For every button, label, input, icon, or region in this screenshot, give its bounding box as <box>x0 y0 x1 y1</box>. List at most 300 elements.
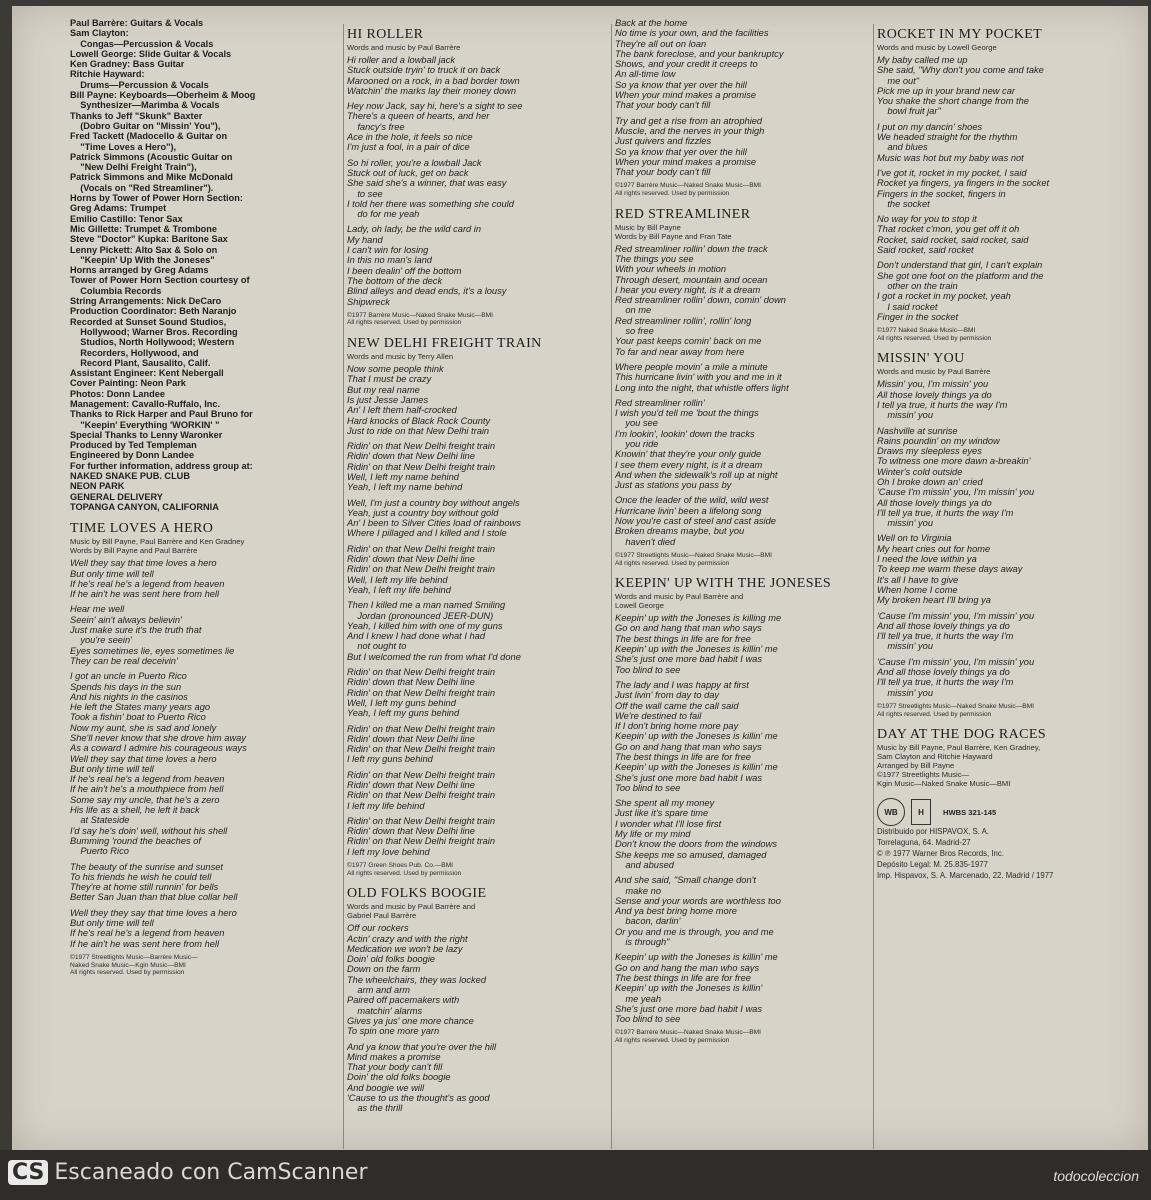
credit-line: Lowell George <box>615 601 664 611</box>
credit-line: Lenny Pickett: Alto Sax & Solo on <box>70 244 218 255</box>
stanza <box>347 498 609 539</box>
lyric-line: Go on and hang the man who says <box>615 962 760 973</box>
copyright-notice <box>347 862 609 877</box>
camscanner-logo-icon: CS <box>8 1160 48 1185</box>
lyric-line: and abused <box>615 859 674 870</box>
credit-line: Words and music by Paul Barrère and <box>347 902 476 912</box>
lyric-line: I said rocket <box>877 301 938 312</box>
lyric-line: Missin' you, I'm missin' you <box>877 379 989 390</box>
lyric-line: An' I left them half-crocked <box>347 405 457 416</box>
credit-line: NAKED SNAKE PUB. CLUB <box>70 471 190 482</box>
lyric-line: And when the sidewalk's roll up at night <box>615 469 778 480</box>
copyright-notice <box>877 703 1137 718</box>
credit-line: Words by Bill Payne and Fran Tate <box>615 231 732 241</box>
lyric-line: If he's real he's a legend from heaven <box>70 774 225 785</box>
lyric-line: Took a fishin' boat to Puerto Rico <box>70 712 206 723</box>
credit-line: Lowell George: Slide Guitar & Vocals <box>70 48 232 59</box>
song-credits <box>615 592 877 610</box>
copyright-line: ©1977 Barrère Music—Naked Snake Music—BMI <box>615 182 761 190</box>
lyric-line: Yeah, I left my guns behind <box>347 708 460 719</box>
lyrics <box>615 244 877 552</box>
lyric-line: Rocket, said rocket, said rocket, said <box>877 234 1029 245</box>
lyric-line: She spent all my money <box>615 798 715 809</box>
lyric-line: I'm just a fool, in a pair of dice <box>347 142 470 153</box>
lyric-line: Ridin' on that New Delhi freight train <box>347 744 496 755</box>
stanza <box>615 116 877 178</box>
lyric-line: To spin one more yarn <box>347 1026 440 1037</box>
credit-line: "New Delhi Freight Train"), <box>70 162 197 173</box>
credit-line: For further information, address group at: <box>70 460 253 471</box>
credit-line: Music by Bill Payne <box>615 222 681 232</box>
lyric-line: When your mind makes a promise <box>615 156 757 167</box>
song-credits <box>70 537 336 555</box>
lyric-line: She's just one more bad habit I was <box>615 1003 762 1014</box>
lyric-line: We're destined to fail <box>615 710 702 721</box>
lyric-line: Broken dreams maybe, but you <box>615 526 745 537</box>
lyric-line: Oh I broke down an' cried <box>877 476 983 487</box>
lyric-line: And all those lovely things ya do <box>877 620 1010 631</box>
credit-line: Patrick Simmons and Mike McDonald <box>70 172 233 183</box>
lyric-line: Long into the night, that whistle offers light <box>615 382 789 393</box>
record-sleeve <box>12 6 1148 1150</box>
song-block <box>70 520 336 976</box>
song-title: MISSIN' YOU <box>877 351 965 367</box>
lyric-line: Keepin' up with the Joneses is killin' me <box>615 731 778 742</box>
lyric-line: That your body can't fill <box>615 167 711 178</box>
lyric-line: And ya know that you're over the hill <box>347 1041 497 1052</box>
credit-line: Produced by Ted Templeman <box>70 440 197 451</box>
lyric-line: I wish you'd tell me 'bout the things <box>615 408 759 419</box>
credit-line: Studios, North Hollywood; Western <box>70 337 235 348</box>
credit-line: "Time Loves a Hero"), <box>70 141 177 152</box>
lyric-line: Shipwreck <box>347 296 390 307</box>
lyric-line: So ya know that yer over the hill <box>615 79 747 90</box>
lyric-line: Pick me up in your brand new car <box>877 85 1015 96</box>
lyric-line: So hi roller, you're a lowball Jack <box>347 157 482 168</box>
credit-line: Words and music by Paul Barrère <box>877 367 991 377</box>
lyric-line: I'm lookin', lookin' down the tracks <box>615 428 755 439</box>
copyright-line: All rights reserved. Used by permission <box>70 969 185 977</box>
lyric-line: Bumming 'round the beaches of <box>70 835 201 846</box>
lyric-line: 'Cause I'm missin' you, I'm missin' you <box>877 610 1035 621</box>
lyric-line: Yeah, just a country boy without gold <box>347 507 499 518</box>
lyric-line: An all-time low <box>615 69 676 80</box>
lyric-line: He left the States many years ago <box>70 702 211 713</box>
lyric-line: Muscle, and the nerves in your thigh <box>615 125 765 136</box>
lyric-line: Yeah, I killed him with one of my guns <box>347 620 503 631</box>
lyric-line: The best things in life are for free <box>615 633 751 644</box>
lyric-line: Knowin' that they're your only guide <box>615 449 762 460</box>
lyric-line: Well, I left my guns behind <box>347 697 456 708</box>
song-block <box>347 885 609 1118</box>
lyric-line: My heart cries out for home <box>877 543 991 554</box>
lyric-line: Hear me well <box>70 604 125 615</box>
credit-line: Recorded at Sunset Sound Studios, <box>70 316 227 327</box>
lyric-line: as the thrill <box>347 1103 403 1114</box>
lyric-line: 'Cause I'm missin' you, I'm missin' you <box>877 656 1035 667</box>
stanza-gap <box>347 1114 609 1119</box>
lyric-line: Where people movin' a mile a minute <box>615 361 768 372</box>
lyric-line: Well they they say that time loves a hero <box>70 907 237 918</box>
lyric-line: She keeps me so amused, damaged <box>615 849 767 860</box>
stanza <box>347 667 609 718</box>
lyric-line: Ridin' on that New Delhi freight train <box>347 790 496 801</box>
lyric-line: at Stateside <box>70 815 130 826</box>
lyric-line: I wonder what I'll lose first <box>615 818 722 829</box>
lyric-line: Ridin' on that New Delhi freight train <box>347 543 496 554</box>
copyright-notice <box>615 1029 877 1044</box>
credit-line: Words and music by Lowell George <box>877 43 997 52</box>
lyric-line: They're all out on loan <box>615 38 707 49</box>
lyric-line: 'Cause I'm missin' you, I'm missin' you <box>877 487 1035 498</box>
stanza <box>70 604 336 666</box>
publisher-info <box>877 826 1137 881</box>
credit-line: Horns by Tower of Power Horn Section: <box>70 193 243 204</box>
lyric-line: Nashville at sunrise <box>877 425 958 436</box>
credit-line: Sam Clayton: <box>70 28 129 39</box>
credit-line: String Arrangements: Nick DeCaro <box>70 296 222 307</box>
lyric-line: Red streamliner rollin' down, comin' down <box>615 295 786 306</box>
stanza <box>347 224 609 306</box>
lyric-line: Stuck out of luck, get on back <box>347 167 469 178</box>
stanza <box>877 55 1137 117</box>
stanza <box>615 952 877 1024</box>
credit-line: Thanks to Rick Harper and Paul Bruno for <box>70 409 253 420</box>
lyric-line: I'll tell ya true, it hurts the way I'm <box>877 677 1014 688</box>
lyric-line: I'll tell ya true, it hurts the way I'm <box>877 631 1014 642</box>
lyric-line: Well they say that time loves a hero <box>70 753 217 764</box>
lyric-line: Just livin' from day to day <box>615 690 720 701</box>
lyric-line: I see them every night, is it a dream <box>615 459 763 470</box>
stanza <box>877 426 1137 529</box>
lyric-line: Music was hot but my baby was not <box>877 152 1024 163</box>
credit-line: Assistant Engineer: Kent Nebergall <box>70 368 224 379</box>
song-block <box>615 206 877 568</box>
copyright-line: ©1977 Streetlights Music—Naked Snake Music—BMI <box>877 702 1034 710</box>
credit-line: "Keepin' Everything 'WORKIN' " <box>70 419 220 430</box>
lyric-line: Well, I left my name behind <box>347 471 459 482</box>
lyric-line: 'Cause to us the thought's as good <box>347 1093 490 1104</box>
stanza <box>615 495 877 546</box>
camscanner-text: Escaneado con CamScanner <box>54 1160 368 1185</box>
credit-line: "Keepin' Up With the Joneses" <box>70 254 215 265</box>
lyric-line: Ridin' down that New Delhi line <box>347 554 475 565</box>
stanza <box>877 214 1137 255</box>
lyric-line: As a coward I admire his courageous ways <box>70 743 247 754</box>
lyric-line: Red streamliner rollin' down the track <box>615 243 768 254</box>
stanza <box>347 816 609 857</box>
credit-line: Words and music by Paul Barrère and <box>615 592 744 602</box>
credit-line: Sam Clayton and Ritchie Hayward <box>877 752 993 762</box>
lyric-line: Puerto Rico <box>70 846 129 857</box>
lyric-line: The beauty of the sunrise and sunset <box>70 861 223 872</box>
credit-line: Emilio Castillo: Tenor Sax <box>70 213 183 224</box>
lyric-line: Doin' old folks boogie <box>347 954 436 965</box>
copyright-line: All rights reserved. Used by permission <box>615 559 730 567</box>
credit-line: Words and music by Paul Barrère <box>347 43 461 52</box>
copyright-line: ©1977 Naked Snake Music—BMI <box>877 327 976 335</box>
song-credits <box>877 367 1137 376</box>
lyric-line: Mind makes a promise <box>347 1051 441 1062</box>
lyric-line: I left my life behind <box>347 800 425 811</box>
lyric-line: The wheelchairs, they was locked <box>347 974 487 985</box>
stanza <box>347 923 609 1036</box>
credit-line: Kgin Music—Naked Snake Music—BMI <box>877 779 1011 789</box>
stanza <box>877 533 1137 605</box>
credit-line: Hollywood; Warner Bros. Recording <box>70 326 238 337</box>
column-3 <box>615 18 877 1143</box>
credit-line: Bill Payne: Keyboards—Oberheim & Moog <box>70 90 256 101</box>
credit-line: TOPANGA CANYON, CALIFORNIA <box>70 501 219 512</box>
song-block <box>877 726 1137 788</box>
credit-line: Record Plant, Sausalito, Calif. <box>70 357 211 368</box>
lyric-line: Stuck outside tryin' to truck it on back <box>347 65 501 76</box>
lyric-line: Sense and your words are worthless too <box>615 895 781 906</box>
lyric-line: Don't understand that girl, I can't explain <box>877 260 1043 271</box>
credit-line: Production Coordinator: Beth Naranjo <box>70 306 237 317</box>
lyric-line: arm and arm <box>347 985 411 996</box>
credit-line: Management: Cavallo-Ruffalo, Inc. <box>70 398 221 409</box>
lyric-line: And his nights in the casinos <box>70 691 188 702</box>
credit-line: Congas—Percussion & Vocals <box>70 38 214 49</box>
credit-line: Columbia Records <box>70 285 162 296</box>
lyric-line: The bottom of the deck <box>347 275 443 286</box>
stanza <box>877 168 1137 209</box>
lyric-line: With your wheels in motion <box>615 264 727 275</box>
lyric-line: Rocket ya fingers, ya fingers in the socket <box>877 178 1050 189</box>
lyric-line: An' I been to Silver Cities load of rainbows <box>347 518 521 529</box>
lyric-line: Draws my sleepless eyes <box>877 446 982 457</box>
lyric-line: Finger in the socket <box>877 311 959 322</box>
lyric-line: Try and get a rise from an atrophied <box>615 115 763 126</box>
lyric-line: Winter's cold outside <box>877 466 963 477</box>
copyright-line: All rights reserved. Used by permission <box>347 319 462 327</box>
copyright-line: All rights reserved. Used by permission <box>877 334 992 342</box>
lyric-line: Well, I'm just a country boy without angels <box>347 497 520 508</box>
lyric-line: His life as a shell, he left it back <box>70 805 200 816</box>
lyric-line: so free <box>615 326 654 337</box>
stanza <box>877 657 1137 698</box>
lyric-line: Ridin' on that New Delhi freight train <box>347 667 496 678</box>
stanza <box>347 544 609 595</box>
lyric-line: Well, I left my life behind <box>347 574 448 585</box>
stanza <box>347 770 609 811</box>
lyric-line: I put on my dancin' shoes <box>877 121 983 132</box>
lyric-line: Doin' the old folks boogie <box>347 1072 451 1083</box>
lyric-line: If he's real he's a legend from heaven <box>70 928 225 939</box>
lyric-line: Yeah, I left my life behind <box>347 584 451 595</box>
lyric-line: Now you're cast of steel and cast aside <box>615 516 776 527</box>
lyric-line: She said she's a winner, that was easy <box>347 178 507 189</box>
lyric-line: missin' you <box>877 641 934 652</box>
lyric-line: me out" <box>877 75 920 86</box>
credit-line: Greg Adams: Trumpet <box>70 203 167 214</box>
lyric-line: I told her there was something she could <box>347 198 514 209</box>
credit-line: Arranged by Bill Payne <box>877 761 955 771</box>
song-credits <box>347 43 609 52</box>
lyrics <box>877 379 1137 703</box>
column-1-songs <box>70 520 336 976</box>
stanza <box>70 671 336 856</box>
lyric-line: Spends his days in the sun <box>70 681 182 692</box>
lyric-line: Where I pillaged and I killed and I stole <box>347 528 507 539</box>
lyric-line: Just make sure it's the truth that <box>70 625 202 636</box>
lyric-line: Now my aunt, she is sad and lonely <box>70 722 217 733</box>
lyric-line: Or you and me is through, you and me <box>615 926 774 937</box>
column-2 <box>347 18 609 1143</box>
column-4-songs <box>877 26 1137 788</box>
credit-line: Ritchie Hayward: <box>70 69 145 80</box>
warner-bros-logo-icon: WB <box>877 798 905 826</box>
publisher-line: Depósito Legal: M. 25.835-1977 <box>877 860 988 870</box>
credit-line: Gabriel Paul Barrère <box>347 911 417 921</box>
lyric-line: on me <box>615 305 652 316</box>
copyright-notice <box>615 552 877 567</box>
lyric-line: No way for you to stop it <box>877 214 977 225</box>
copyright-line: ©1977 Barrère Music—Naked Snake Music—BMI <box>347 311 493 319</box>
credit-line: (Dobro Guitar on "Missin' You"), <box>70 120 221 131</box>
credit-line: Drums—Percussion & Vocals <box>70 79 209 90</box>
lyric-line: Once the leader of the wild, wild west <box>615 495 769 506</box>
lyrics <box>347 364 609 862</box>
stanza <box>347 724 609 765</box>
lyric-line: The best things in life are for free <box>615 752 751 762</box>
stanza <box>615 362 877 393</box>
credit-line: Special Thanks to Lenny Waronker <box>70 429 223 440</box>
lyrics <box>70 558 336 954</box>
lyric-line: Then I killed me a man named Smiling <box>347 600 506 611</box>
credit-line: Music by Bill Payne, Paul Barrère, Ken Gradney, <box>877 743 1041 753</box>
song-credits <box>347 902 609 920</box>
lyric-line: That your body can't fill <box>347 1062 443 1073</box>
lyric-line: Go on and hang that man who says <box>615 623 762 634</box>
hispavox-logo-icon: H <box>911 799 931 825</box>
lyric-line: Ridin' on that New Delhi freight train <box>347 815 496 826</box>
lyric-line: The things you see <box>615 253 694 264</box>
lyric-line: But my real name <box>347 384 420 395</box>
song-title: OLD FOLKS BOOGIE <box>347 886 487 902</box>
song-block <box>877 350 1137 718</box>
lyric-line: Off the wall came the call said <box>615 700 739 711</box>
credit-line: Words and music by Terry Allen <box>347 352 454 362</box>
lyric-line: Just to ride on that New Delhi train <box>347 425 490 436</box>
song-block <box>347 335 609 877</box>
lyric-line: The best things in life are for free <box>615 972 751 983</box>
lyric-line: If he ain't he was sent here from hell <box>70 589 220 600</box>
copyright-line: ©1977 Green Shoes Pub. Co.—BMI <box>347 862 454 870</box>
lyric-line: It's all I have to give <box>877 574 959 585</box>
lyric-line: the socket <box>877 198 930 209</box>
copyright-notice <box>615 182 877 197</box>
song-block <box>615 575 877 1044</box>
column-4 <box>877 18 1137 1143</box>
lyric-line: to see <box>347 188 383 199</box>
lyric-line: She's just one more bad habit I was <box>615 654 762 665</box>
lyric-line: Ridin' on that New Delhi freight train <box>347 723 496 734</box>
lyric-line: So ya know that yer over the hill <box>615 146 747 157</box>
lyric-line: Keepin' up with the Joneses is killing me <box>615 613 782 624</box>
lyric-line: Medication we won't be lazy <box>347 943 463 954</box>
copyright-notice <box>70 954 336 977</box>
stanza <box>615 18 877 111</box>
lyric-line: To keep me warm these days away <box>877 564 1023 575</box>
stanza <box>615 613 877 675</box>
lyrics <box>877 55 1137 327</box>
stanza <box>347 1042 609 1114</box>
lyric-line: And all those lovely things ya do <box>877 667 1010 678</box>
song-title: DAY AT THE DOG RACES <box>877 727 1047 743</box>
column-divider <box>611 24 612 1149</box>
lyric-line: Red streamliner rollin', rollin' long <box>615 315 752 326</box>
lyric-line: me yeah <box>615 993 661 1004</box>
credit-line: Fred Tackett (Madocello & Guitar on <box>70 131 228 142</box>
publisher-line: Distribuido por HISPAVOX, S. A. <box>877 827 989 837</box>
lyric-line: Blind alleys and dead ends, it's a lousy <box>347 286 507 297</box>
lyric-line: Some say my uncle, that he's a zero <box>70 794 220 805</box>
credit-line: Mic Gillette: Trumpet & Trombone <box>70 223 218 234</box>
publisher-line: © ℗ 1977 Warner Bros Records, Inc. <box>877 849 1004 859</box>
lyric-line: Ridin' down that New Delhi line <box>347 780 475 790</box>
lyric-line: The bank foreclose, and your bankruptcy <box>615 48 784 59</box>
column-3-songs <box>615 206 877 1045</box>
credit-line: Horns arranged by Greg Adams <box>70 265 209 276</box>
lyric-line: missin' you <box>877 687 934 698</box>
column-1 <box>70 18 336 1143</box>
lyric-line: Hurricane livin' been a lifelong song <box>615 505 762 516</box>
lyric-line: you see <box>615 418 658 429</box>
lyric-line: Back at the home <box>615 18 688 28</box>
lyric-line: I been dealin' off the bottom <box>347 265 462 276</box>
stanza <box>347 158 609 220</box>
lyric-line: I got an uncle in Puerto Rico <box>70 671 187 682</box>
lyrics <box>347 923 609 1118</box>
lyric-line: Fingers in the socket, fingers in <box>877 188 1006 199</box>
lyric-line: Hi roller and a lowball jack <box>347 55 455 65</box>
lyric-line: When home I come <box>877 584 958 595</box>
lyric-line: Gives ya jus' one more chance <box>347 1015 474 1026</box>
lyric-line: I left my guns behind <box>347 754 433 765</box>
lyric-line: missin' you <box>877 410 934 421</box>
lyric-line: Yeah, I left my name behind <box>347 482 463 493</box>
lyric-line: She'll never know that she drove him away <box>70 733 246 743</box>
copyright-line: All rights reserved. Used by permission <box>615 1037 730 1045</box>
lyric-line: That I must be crazy <box>347 374 432 385</box>
song-credits <box>877 43 1137 52</box>
lyric-line: But only time will tell <box>70 918 154 929</box>
credit-line: Cover Painting: Neon Park <box>70 378 186 389</box>
song-credits <box>347 352 609 361</box>
lyric-line: And boogie we will <box>347 1082 425 1093</box>
lyric-line: matchin' alarms <box>347 1005 423 1016</box>
lyric-line: Ace in the hole, it feels so nice <box>347 132 473 143</box>
column-2-songs <box>347 26 609 1119</box>
lyric-line: Jordan (pronounced JEER-DUN) <box>347 610 494 621</box>
lyric-line: My baby called me up <box>877 55 968 65</box>
lyric-line: Just quivers and fizzles <box>615 136 712 147</box>
copyright-notice <box>877 327 1137 342</box>
copyright-notice <box>347 312 609 327</box>
lyric-line: If he ain't he's a mouthpiece from hell <box>70 784 224 795</box>
credit-line: Paul Barrère: Guitars & Vocals <box>70 18 204 28</box>
song-title: RED STREAMLINER <box>615 206 751 222</box>
stanza <box>347 101 609 152</box>
lyric-line: is through" <box>615 937 670 948</box>
lyric-line: Watchin' the marks lay their money down <box>347 85 517 96</box>
stanza <box>615 875 877 947</box>
credit-line: Synthesizer—Marimba & Vocals <box>70 100 220 111</box>
lyric-line: Rains poundin' on my window <box>877 435 1000 446</box>
lyrics <box>347 55 609 312</box>
